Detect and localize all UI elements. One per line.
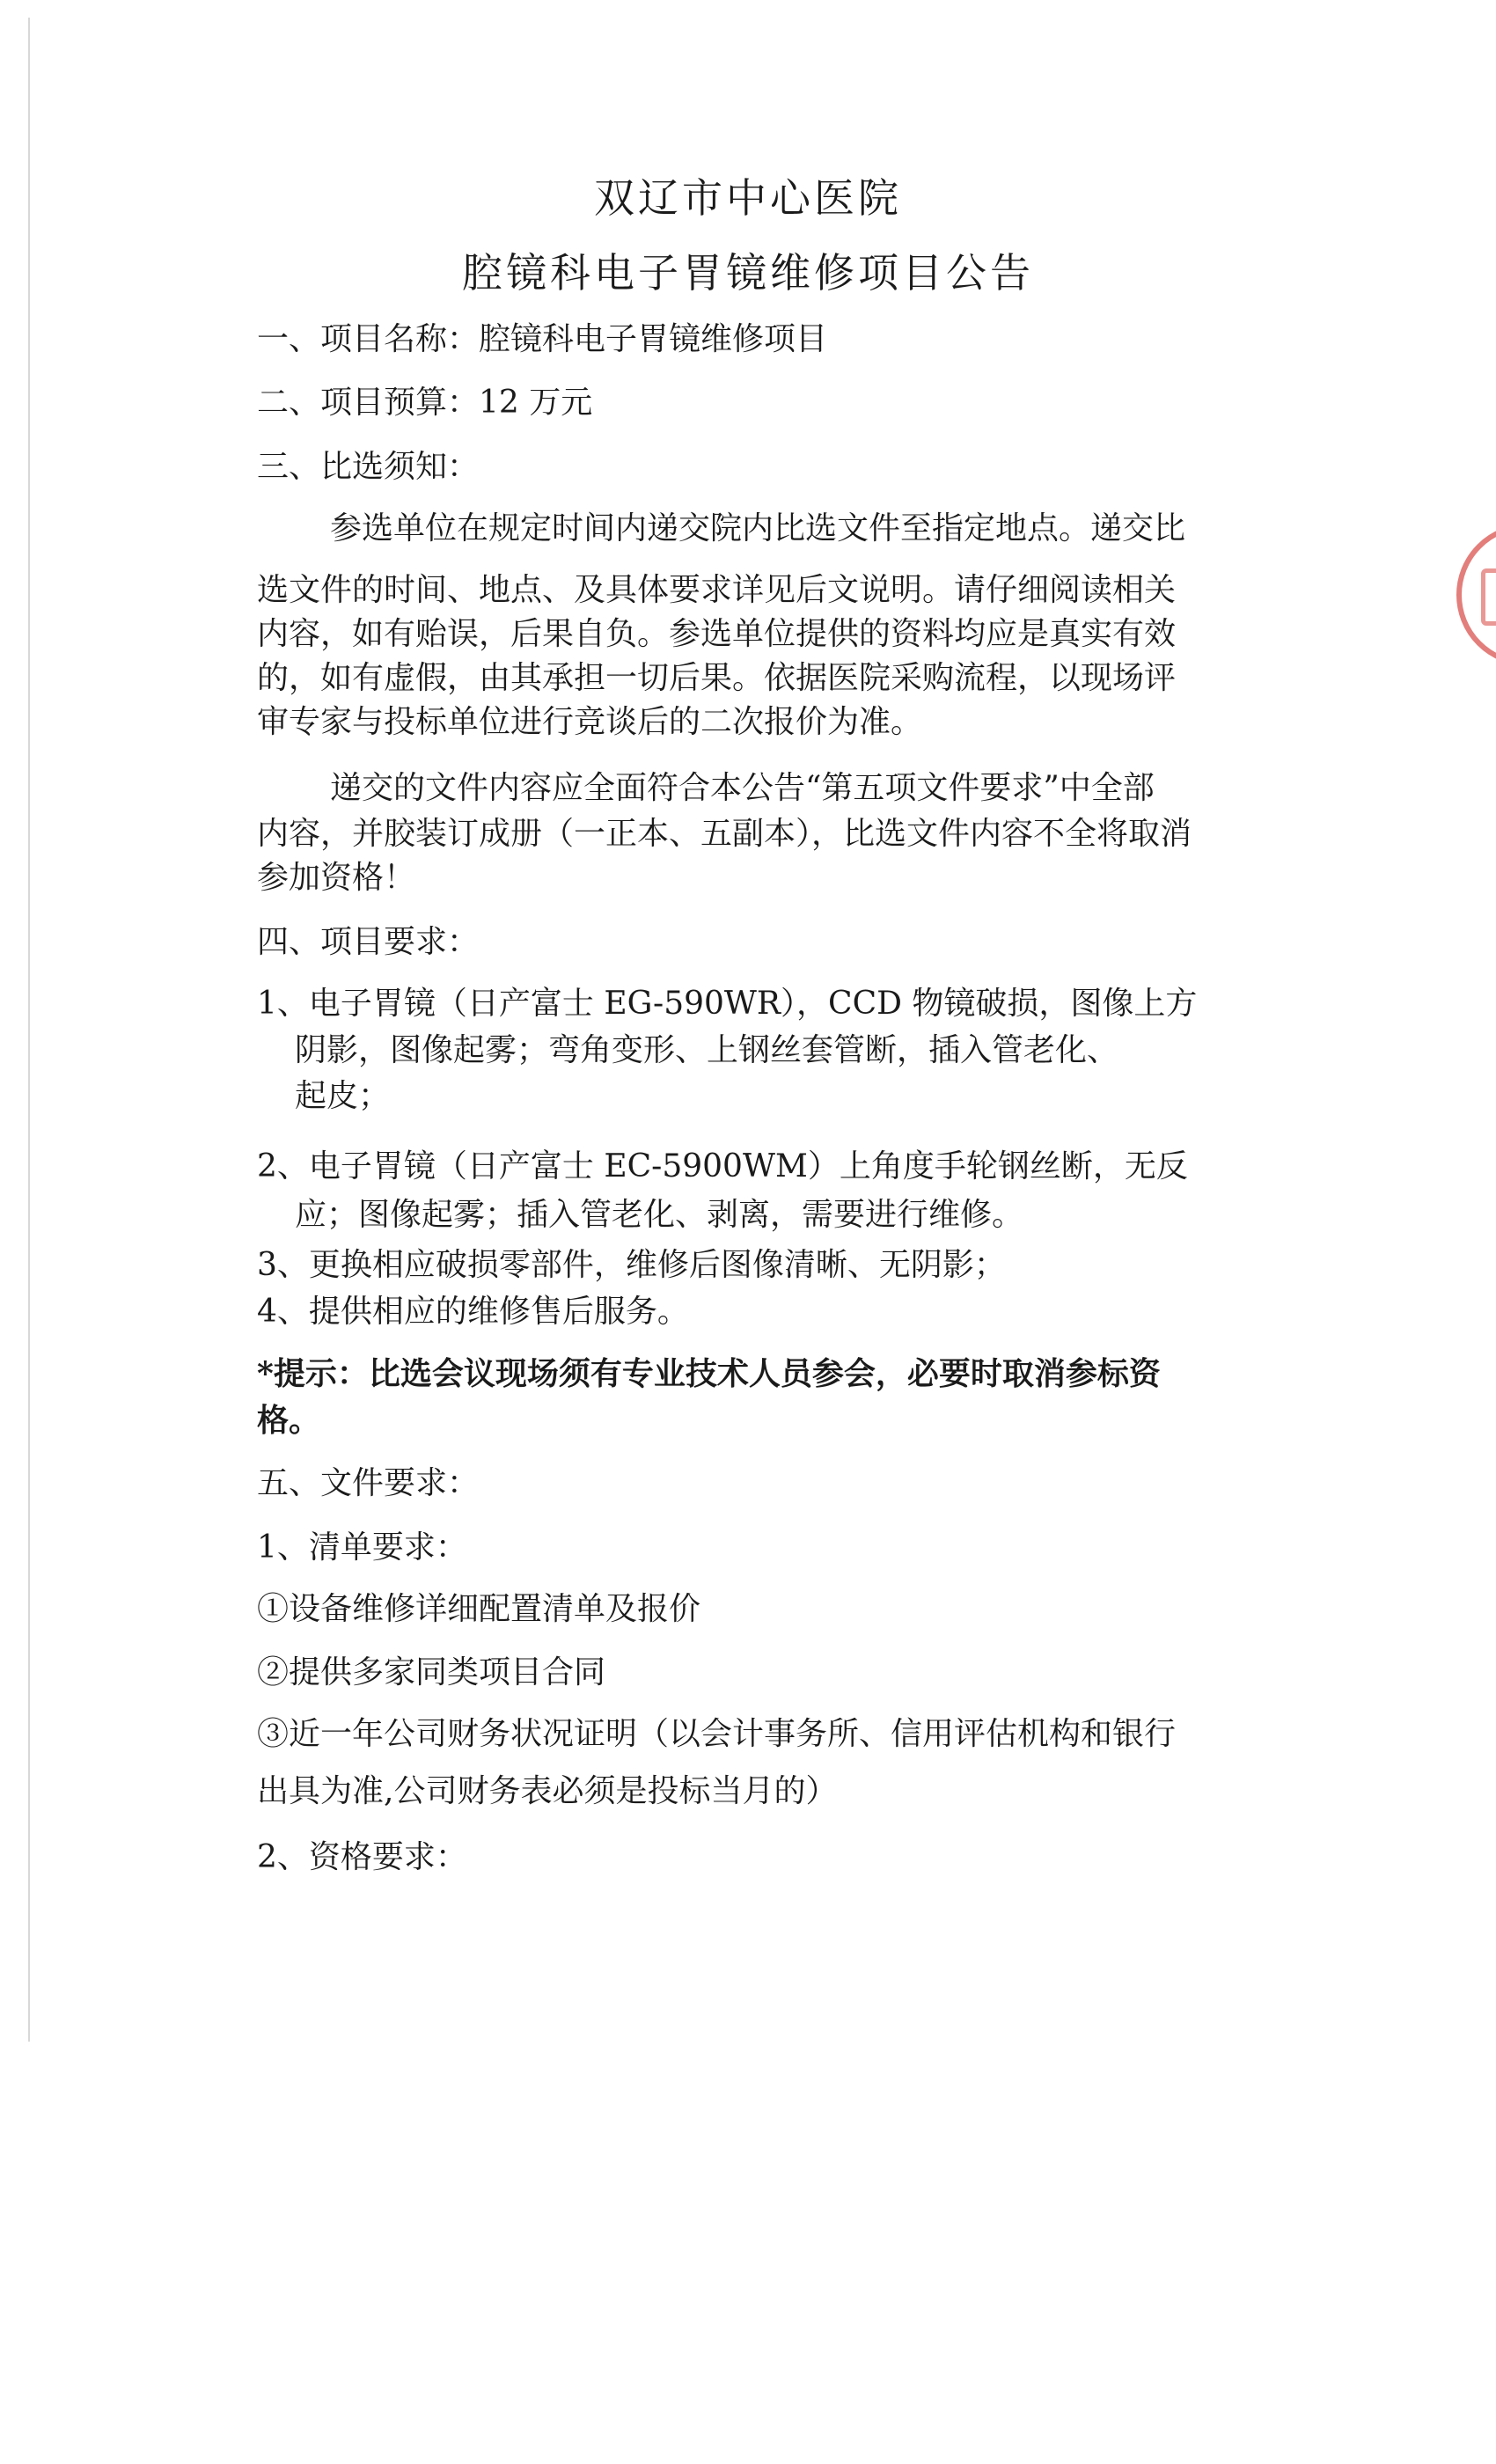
requirement-item: 2、电子胃镜（日产富士 EC-5900WM）上角度手轮钢丝断，无反 bbox=[257, 1148, 1188, 1184]
requirement-item: 1、电子胃镜（日产富士 EG-590WR），CCD 物镜破损，图像上方 bbox=[257, 986, 1198, 1022]
requirement-item-continued: 起皮； bbox=[295, 1078, 391, 1114]
notice-paragraph-2-line: 递交的文件内容应全面符合本公告“第五项文件要求”中全部 bbox=[330, 770, 1155, 806]
documents-heading: 五、文件要求： bbox=[257, 1465, 480, 1501]
tip-line: *提示：比选会议现场须有专业技术人员参会，必要时取消参标资 bbox=[257, 1355, 1161, 1392]
requirement-item: 4、提供相应的维修售后服务。 bbox=[257, 1294, 689, 1330]
seal-mark bbox=[1481, 568, 1496, 626]
list-item: ②提供多家同类项目合同 bbox=[257, 1654, 606, 1690]
qualification-heading: 2、资格要求： bbox=[257, 1839, 467, 1875]
scan-edge-line bbox=[28, 18, 30, 2042]
list-item: ①设备维修详细配置清单及报价 bbox=[257, 1591, 701, 1627]
notice-paragraph-line: 审专家与投标单位进行竞谈后的二次报价为准。 bbox=[257, 704, 923, 740]
requirement-item-continued: 阴影，图像起雾；弯角变形、上钢丝套管断，插入管老化、 bbox=[295, 1032, 1119, 1068]
project-name-line: 一、项目名称：腔镜科电子胃镜维修项目 bbox=[257, 321, 828, 357]
budget-line: 二、项目预算：12 万元 bbox=[257, 385, 593, 421]
notice-paragraph-line: 内容，如有贻误，后果自负。参选单位提供的资料均应是真实有效 bbox=[257, 616, 1177, 652]
requirement-item-continued: 应；图像起雾；插入管老化、剥离，需要进行维修。 bbox=[295, 1197, 1024, 1233]
notice-heading: 三、比选须知： bbox=[257, 449, 480, 485]
red-seal-stamp bbox=[1456, 524, 1496, 666]
list-requirements-heading: 1、清单要求： bbox=[257, 1529, 467, 1566]
notice-paragraph-2-line: 参加资格！ bbox=[257, 860, 416, 896]
notice-paragraph-2-line: 内容，并胶装订成册（一正本、五副本），比选文件内容不全将取消 bbox=[257, 816, 1192, 852]
list-item: ③近一年公司财务状况证明（以会计事务所、信用评估机构和银行 bbox=[257, 1716, 1177, 1752]
requirements-heading: 四、项目要求： bbox=[257, 924, 480, 960]
notice-paragraph-line: 的，如有虚假，由其承担一切后果。依据医院采购流程，以现场评 bbox=[257, 660, 1177, 696]
notice-paragraph-line: 参选单位在规定时间内递交院内比选文件至指定地点。递交比 bbox=[330, 510, 1186, 546]
document-title: 腔镜科电子胃镜维修项目公告 bbox=[462, 249, 1034, 297]
list-item-continued: 出具为准,公司财务表必须是投标当月的） bbox=[257, 1773, 838, 1809]
requirement-item: 3、更换相应破损零部件，维修后图像清晰、无阴影； bbox=[257, 1247, 1006, 1283]
tip-line: 格。 bbox=[257, 1402, 321, 1439]
hospital-name: 双辽市中心医院 bbox=[594, 174, 902, 222]
notice-paragraph-line: 选文件的时间、地点、及具体要求详见后文说明。请仔细阅读相关 bbox=[257, 572, 1177, 608]
